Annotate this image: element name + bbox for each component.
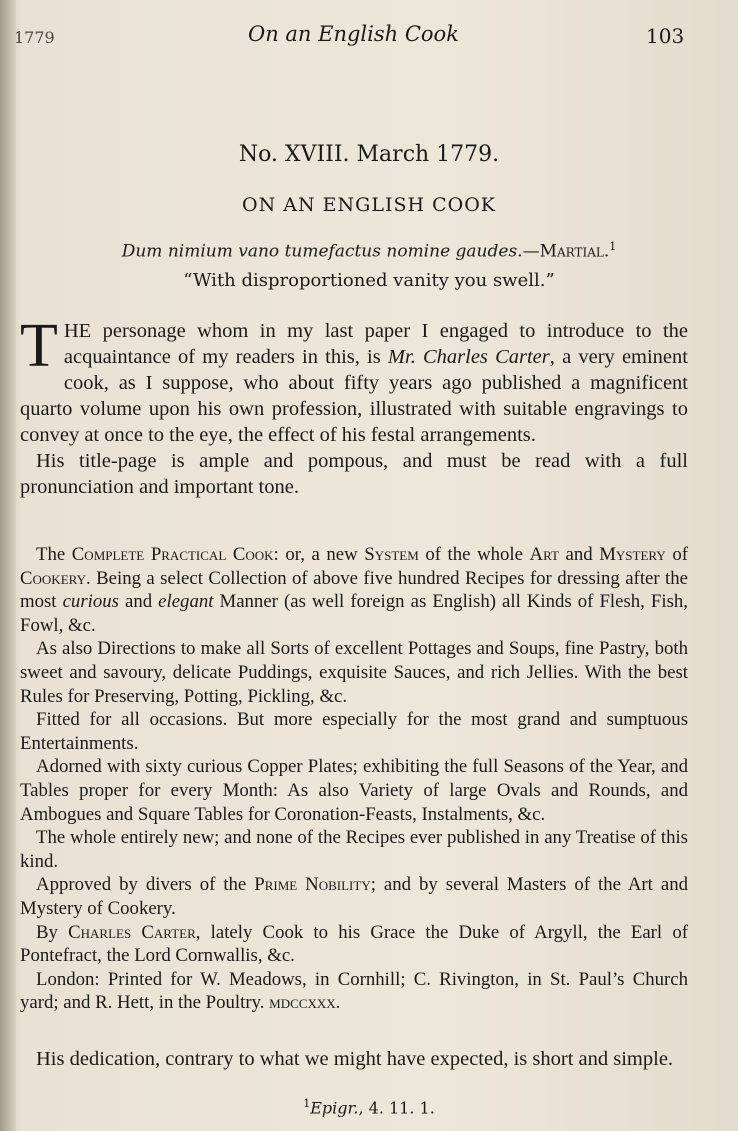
title-page-para-3: Fitted for all occasions. But more especially for the most grand and sumptuous Entertainments. [20,709,688,754]
tp1-c: of the whole [418,544,530,565]
epigraph-latin: Dum nimium vano tumefactus nomine gaudes. [121,241,523,262]
tp1-h: Manner (as well foreign as English) all Kinds of Flesh, Fish, Fowl, &c. [20,591,688,636]
title-page-para-1 [20,543,688,637]
tp6-b: ; and by several Masters of the Art and Mystery of Cookery. [20,874,688,919]
tp1-sc4: Mystery [599,544,666,565]
footnote-ref: , 4. 11. 1. [358,1098,435,1118]
tp1-b: : or, a new [273,544,365,565]
footnote-marker: 1 [609,240,617,253]
running-head-title: On an English Cook [248,22,459,46]
title-page-para-2: As also Directions to make all Sorts of excellent Pottages and Soups, fine Pastry, both sweet and savoury, delicate Puddings, exquisite Sauces, and rich Jellies. With the best Rules for Preserving, Potting, Pickling, &c. [20,638,688,707]
tp1-g: and [118,591,159,613]
tp7-a: By [36,921,69,943]
paragraph-1-name: Mr. Charles Carter [387,346,550,368]
body-text [20,312,688,500]
tp7-sc: Charles Carter [68,921,196,943]
tp8-sc: mdccxxx. [269,992,341,1014]
tp1-a: The [36,544,72,565]
tp1-it1: curious [62,591,119,613]
closing-paragraph [20,1046,688,1072]
essay-title: ON AN ENGLISH COOK [242,194,496,216]
title-page-para-7 [20,921,688,968]
tp6-sc: Prime Nobility [254,874,371,896]
running-head-year: 1779 [14,28,55,47]
page-number: 103 [646,24,685,48]
title-page-para-8 [20,968,688,1015]
paragraph-2: His title-page is ample and pompous, and must be read with a full pronunciation and important tone. [20,450,688,498]
title-page-para-5: The whole entirely new; and none of the Recipes ever published in any Treatise of this kind. [20,827,688,872]
quoted-title-page [20,543,688,1015]
epigraph-author: Martial. [539,241,610,262]
epigraph-translation: “With disproportioned vanity you swell.” [183,270,555,291]
footnote-mark: 1 [303,1097,311,1110]
page-gutter-shadow [0,0,16,1131]
footnote-source: Epigr. [310,1098,359,1118]
tp6-a: Approved by divers of the [36,874,255,896]
closing-text: His dedication, contrary to what we might have expected, is short and simple. [36,1048,674,1070]
tp1-d: and [558,544,600,565]
title-page-para-4: Adorned with sixty curious Copper Plates; exhibiting the full Seasons of the Year, and Tables proper for every Month: As also Variety of large Ovals and Rounds, and Ambogues and Square Tables for Coronation-Feasts, Instalments, &c. [20,756,688,825]
running-head [0,22,738,52]
title-page-para-6 [20,873,688,920]
tp1-sc3: Art [529,544,559,565]
tp1-sc1: Complete Practical Cook [71,544,274,565]
epigraph [0,240,738,262]
paragraph-1-text-a: HE personage whom in my last paper I engaged to introduce to the acquaintance of my readers in this, is [63,320,688,368]
tp1-e: of [665,544,688,565]
essay-number-date: No. XVIII. March 1779. [238,142,500,167]
tp7-b: , lately Cook to his Grace the Duke of Argyll, the Earl of Pontefract, the Lord Cornwallis, &c. [20,921,688,967]
epigraph-dash: — [522,241,540,262]
tp8-a: London: Printed for W. Meadows, in Cornhill; C. Rivington, in St. Paul’s Church yard; and R. Hett, in the Poultry. [20,968,688,1014]
tp1-f: . Being a select Collection of above five hundred Recipes for dressing after the most [20,567,688,613]
tp1-sc5: Cookery [20,567,86,589]
footnote [0,1097,738,1117]
drop-cap: T [20,312,58,380]
tp1-sc2: System [364,544,419,565]
paragraph-1 [20,312,688,448]
tp1-it2: elegant [158,591,214,613]
paragraph-1-text-b: , a very eminent cook, as I suppose, who about fifty years ago published a magnificent quarto volume upon his own profession, illustrated with suitable engravings to convey at once to the eye, the effect of his festal arrangements. [20,346,688,446]
